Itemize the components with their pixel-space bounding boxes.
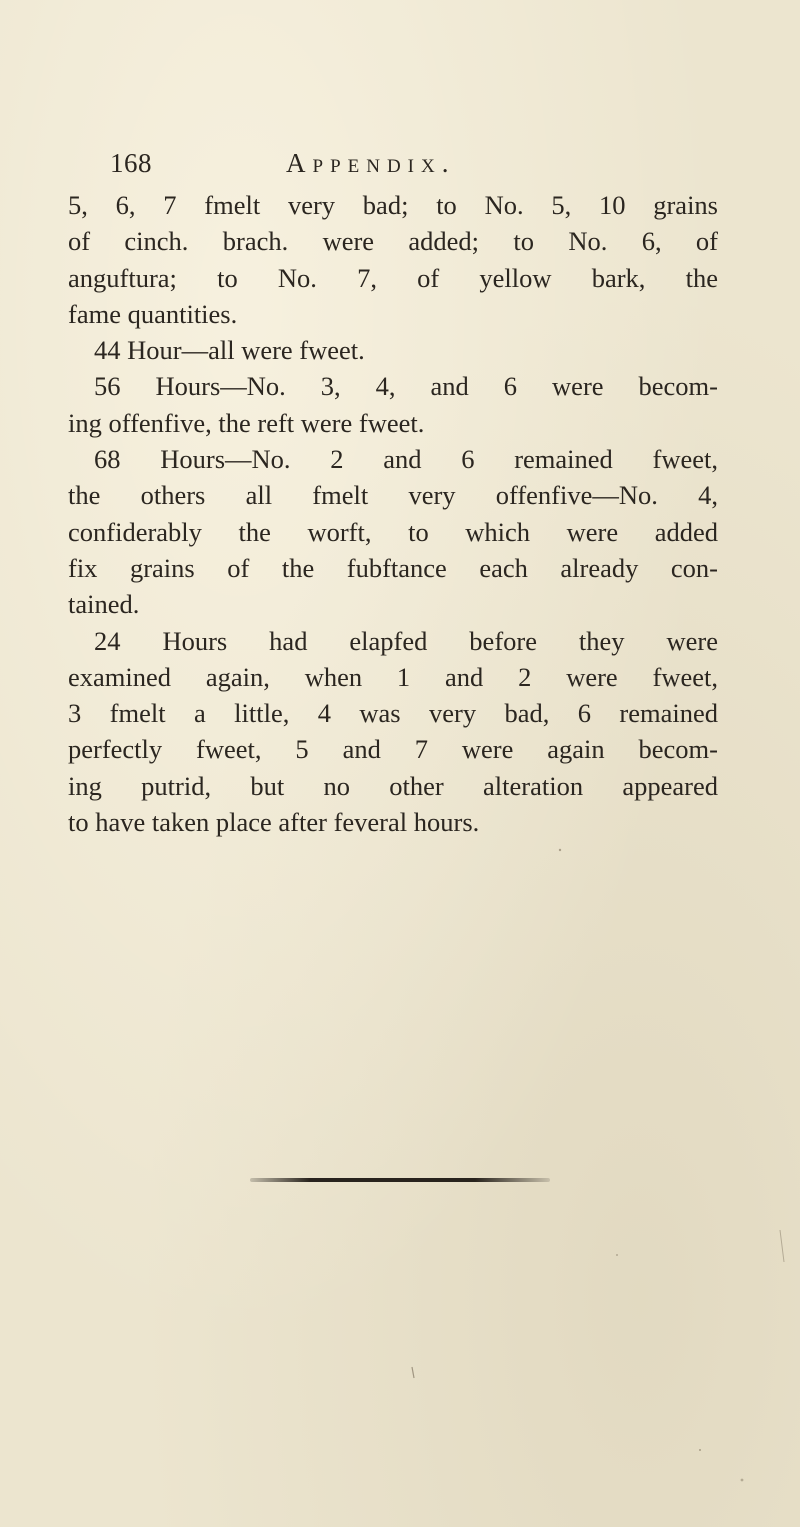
text-line: 56 Hours—No. 3, 4, and 6 were becom- bbox=[94, 371, 718, 402]
paper-speck bbox=[559, 849, 561, 851]
text-line: to have taken place after feveral hours. bbox=[68, 807, 480, 838]
text-line: anguftura; to No. 7, of yellow bark, the bbox=[68, 262, 718, 293]
text-line: ing putrid, but no other alteration appeared bbox=[68, 770, 718, 801]
text-line: fix grains of the fubftance each already con- bbox=[68, 552, 718, 583]
paper-scratch bbox=[780, 1230, 784, 1262]
text-line: perfectly fweet, 5 and 7 were again becom- bbox=[68, 734, 718, 765]
paper-scratch bbox=[412, 1367, 414, 1378]
text-line: examined again, when 1 and 2 were fweet, bbox=[68, 661, 718, 692]
section-title: Appendix. bbox=[286, 148, 456, 178]
paper-speck bbox=[616, 1254, 618, 1256]
ink-rule-mark bbox=[250, 1178, 550, 1182]
text-line: ing offenfive, the reft were fweet. bbox=[68, 407, 425, 438]
text-line: of cinch. brach. were added; to No. 6, of bbox=[68, 226, 718, 257]
text-line: 24 Hours had elapfed before they were bbox=[94, 625, 718, 656]
paper-speck bbox=[741, 1479, 744, 1482]
text-line: tained. bbox=[68, 589, 140, 620]
page-number: 168 bbox=[110, 148, 152, 178]
text-line: the others all fmelt very offenfive—No. 4, bbox=[68, 480, 718, 511]
text-line: 44 Hour—all were fweet. bbox=[94, 335, 365, 366]
text-line: 5, 6, 7 fmelt very bad; to No. 5, 10 grains bbox=[68, 190, 718, 220]
text-line: 68 Hours—No. 2 and 6 remained fweet, bbox=[94, 444, 718, 475]
text-line: 3 fmelt a little, 4 was very bad, 6 remained bbox=[68, 698, 718, 729]
text-line: fame quantities. bbox=[68, 298, 238, 329]
text-line: confiderably the worft, to which were added bbox=[68, 516, 718, 547]
running-head bbox=[110, 148, 730, 188]
body-text bbox=[68, 187, 718, 840]
paper-speck bbox=[699, 1449, 701, 1451]
